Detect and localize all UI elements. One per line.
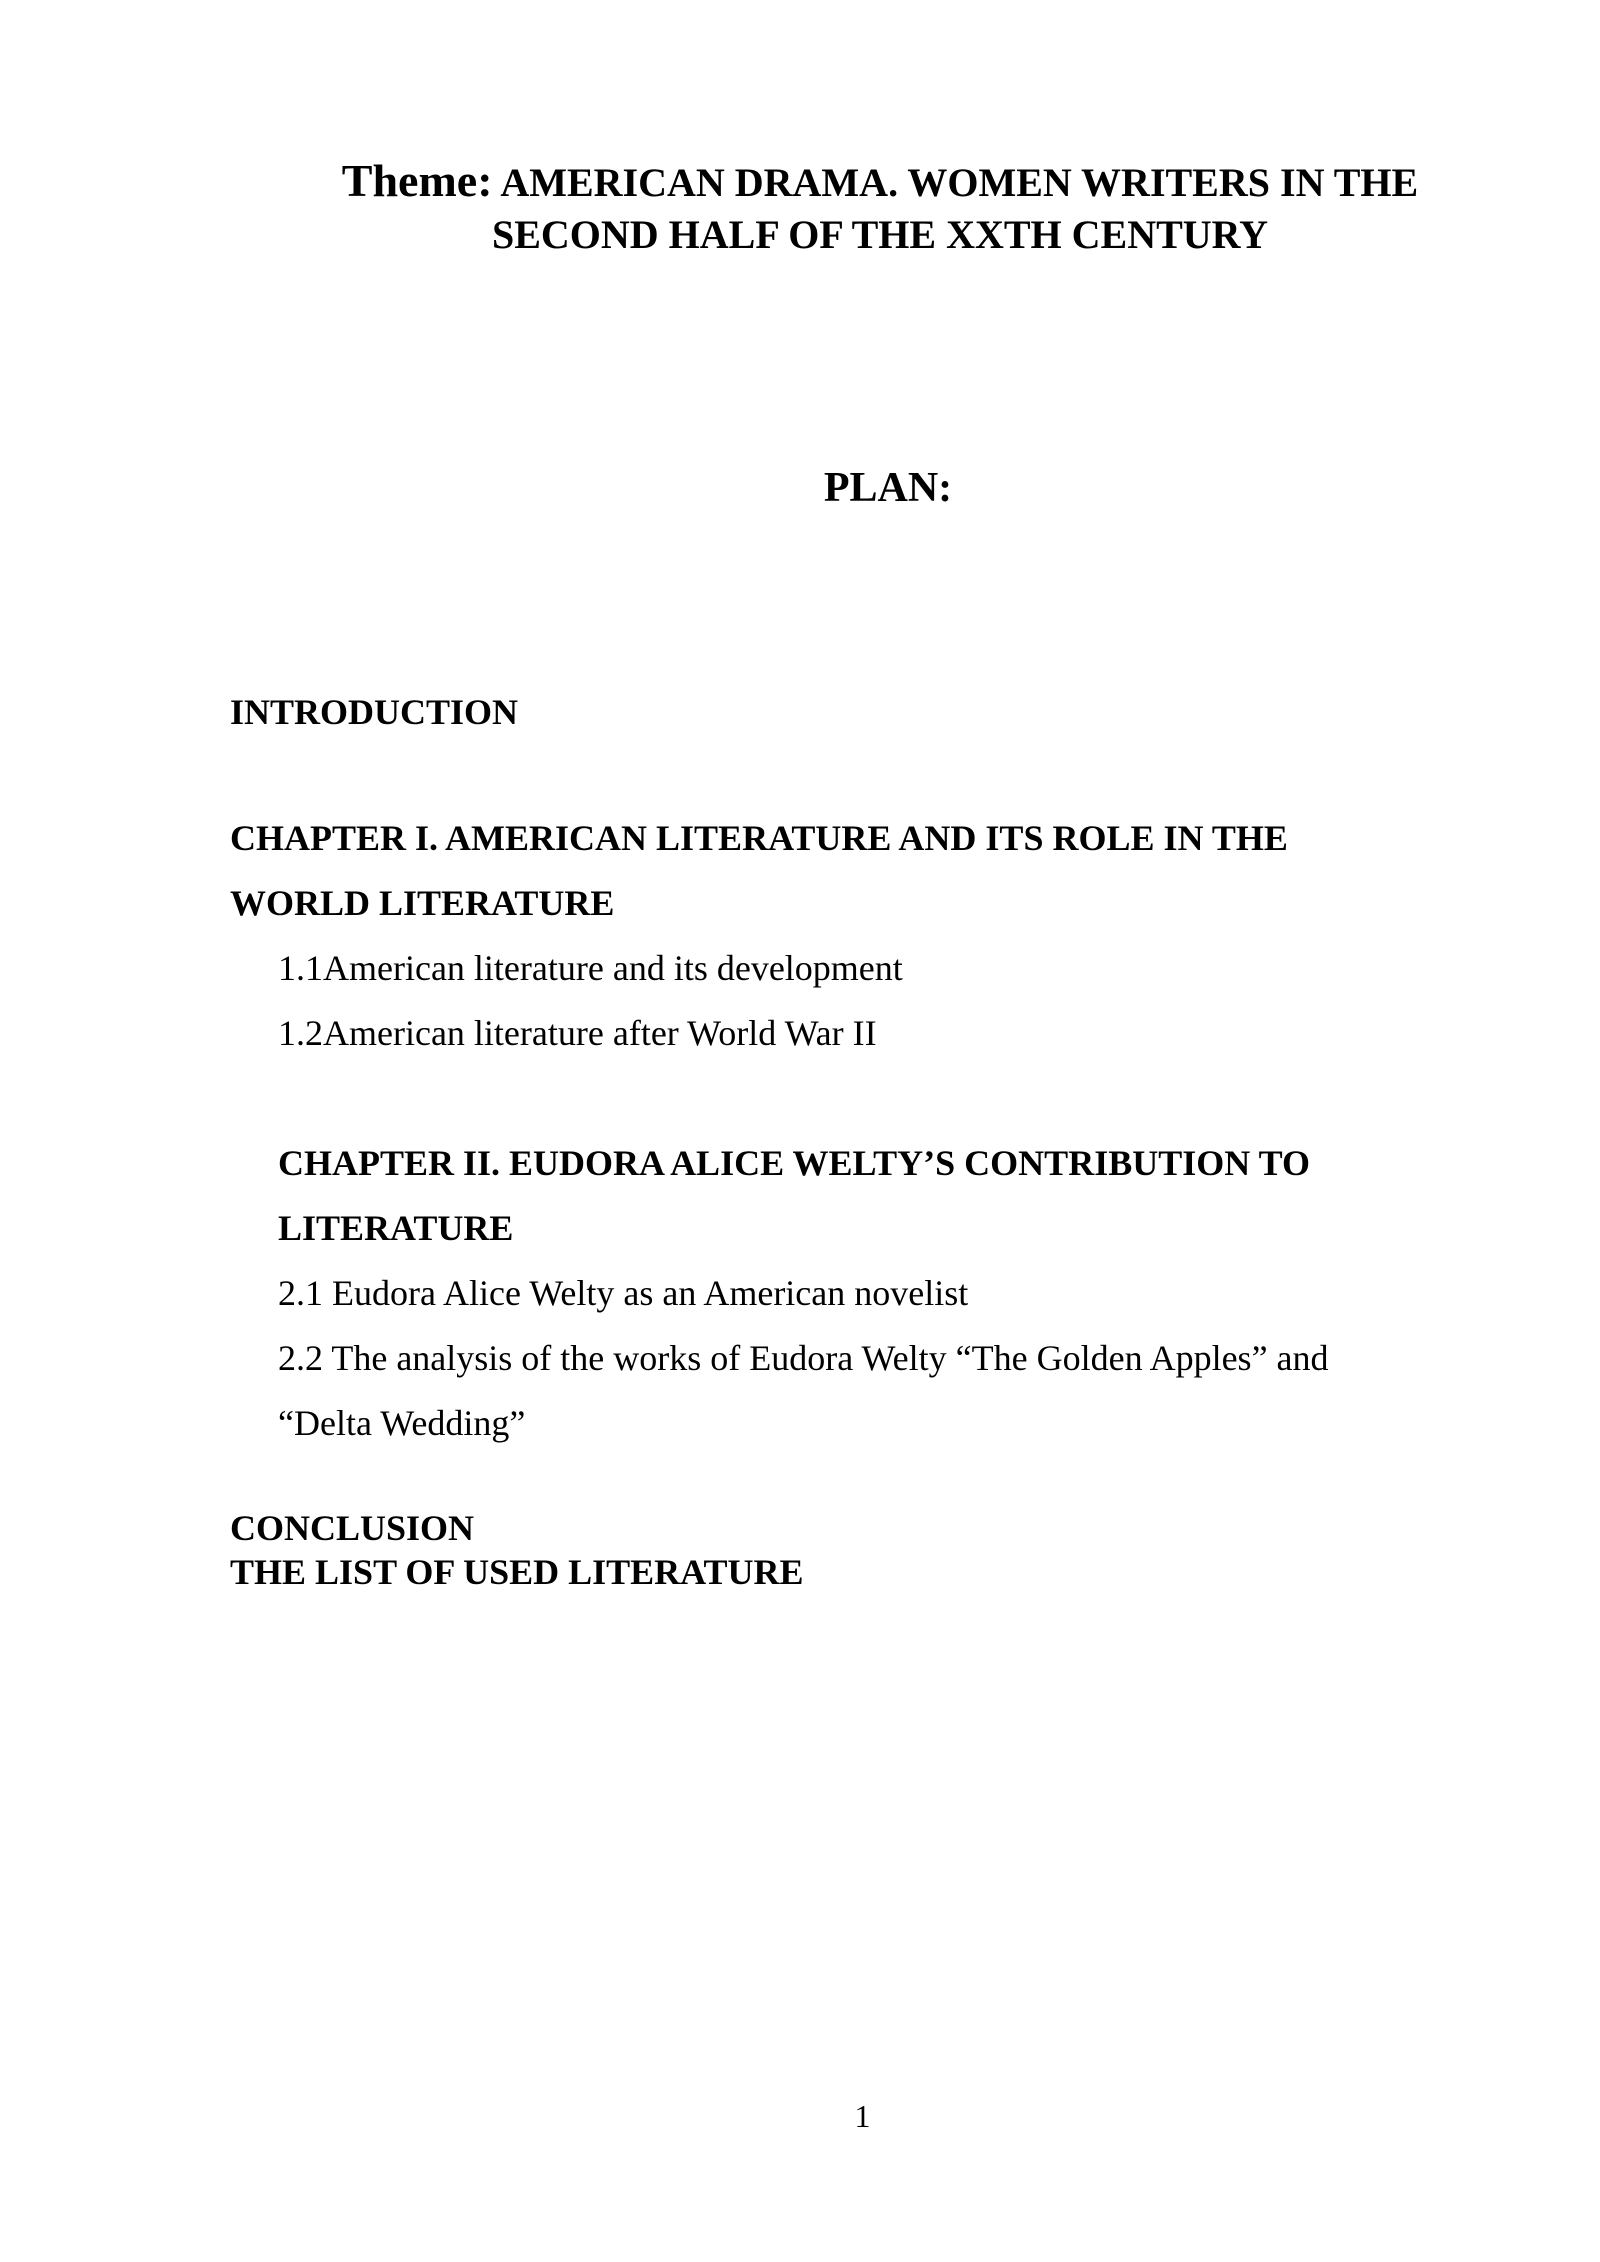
toc-chapter-1-items: [278, 936, 903, 1066]
document-title: [230, 155, 1530, 261]
toc-item-1-2: 1.2American literature after World War II: [278, 1013, 877, 1053]
toc-conclusion: CONCLUSION: [230, 1508, 475, 1548]
chapter-1-title-line-1: CHAPTER I. AMERICAN LITERATURE AND ITS ROLE IN THE: [230, 818, 1288, 858]
toc-end-sections: [230, 1506, 804, 1594]
plan-heading: PLAN:: [823, 465, 953, 511]
toc-item-1-1: 1.1American literature and its development: [278, 948, 903, 988]
chapter-1-title-line-2: WORLD LITERATURE: [230, 883, 615, 923]
toc-item-2-1: 2.1 Eudora Alice Welty as an American novelist: [278, 1273, 969, 1313]
chapter-2-title-line-1: CHAPTER II. EUDORA ALICE WELTY’S CONTRIBUTION TO: [278, 1143, 1310, 1183]
toc-chapter-2-title: [278, 1131, 1398, 1261]
toc-item-2-2-continued: “Delta Wedding”: [278, 1403, 526, 1443]
toc-item-2-2: 2.2 The analysis of the works of Eudora Welty “The Golden Apples” and: [278, 1338, 1329, 1378]
toc-chapter-1-title: [230, 806, 1430, 936]
title-line-2: SECOND HALF OF THE XXTH CENTURY: [491, 212, 1269, 257]
toc-chapter-2-items: [278, 1261, 1428, 1456]
page-number: 1: [854, 2098, 871, 2134]
theme-label: Theme:: [341, 155, 493, 206]
toc-introduction: INTRODUCTION: [230, 692, 519, 732]
toc-references: THE LIST OF USED LITERATURE: [230, 1552, 804, 1592]
title-line-1: AMERICAN DRAMA. WOMEN WRITERS IN THE: [500, 160, 1419, 205]
chapter-2-title-line-2: LITERATURE: [278, 1208, 514, 1248]
